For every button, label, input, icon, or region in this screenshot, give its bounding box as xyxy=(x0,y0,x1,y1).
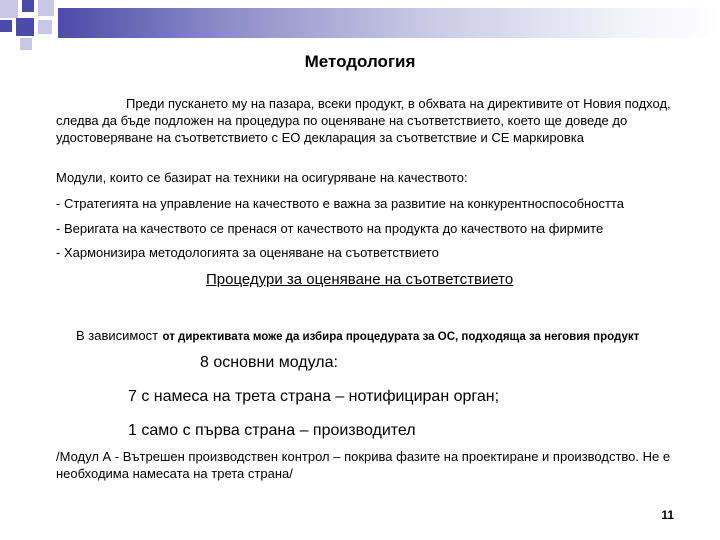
decor-square-5 xyxy=(16,18,34,36)
decor-square-2 xyxy=(22,0,34,12)
procedures-heading: Процедури за оценяване на съответствието xyxy=(206,271,514,288)
bullet-item-1: - Стратегията на управление на качеството е важна за развитие на конкурентноспособността xyxy=(56,196,624,211)
modules-count: 8 основни модула: xyxy=(200,354,338,371)
decor-square-4 xyxy=(0,20,12,32)
decor-square-1 xyxy=(0,0,18,18)
decor-square-6 xyxy=(38,20,52,34)
slide-title: Методология xyxy=(304,52,416,71)
modules-heading: Модули, които се базират на техники на осигуряване на качеството: xyxy=(56,170,468,185)
first-party-line: 1 само с първа страна – производител xyxy=(128,422,416,439)
module-a-note: /Модул А - Вътрешен производствен контрол – покрива фазите на проектиране и производство. Не е необходима намесата на трета страна/ xyxy=(56,449,671,481)
intro-text: Преди пускането му на пазара, всеки продукт, в обхвата на директивите от Новия подход, следва да бъде подложен на процедура по оценяване на съответствието, което ще доведе до удостоверяване на съответствието с EO декларация за съответствие и CE маркировка xyxy=(56,96,671,145)
bullet-item-2: - Веригата на качеството се пренася от качеството на продукта до качеството на фирмите xyxy=(56,221,604,236)
decor-square-7 xyxy=(20,38,32,50)
intro-paragraph xyxy=(56,95,696,146)
dependency-prefix: В зависимост xyxy=(76,328,159,343)
dependency-line xyxy=(76,327,639,345)
dependency-rest: от директивата може да избира процедурата за ОС, подходяща за неговия продукт xyxy=(162,331,640,343)
header-gradient-bar xyxy=(58,8,720,38)
decor-square-3 xyxy=(38,0,54,16)
page-number: 11 xyxy=(661,508,674,522)
third-party-line: 7 с намеса на трета страна – нотифициран орган; xyxy=(128,388,500,405)
bullet-item-3: - Хармонизира методологията за оценяване на съответствието xyxy=(56,245,439,260)
